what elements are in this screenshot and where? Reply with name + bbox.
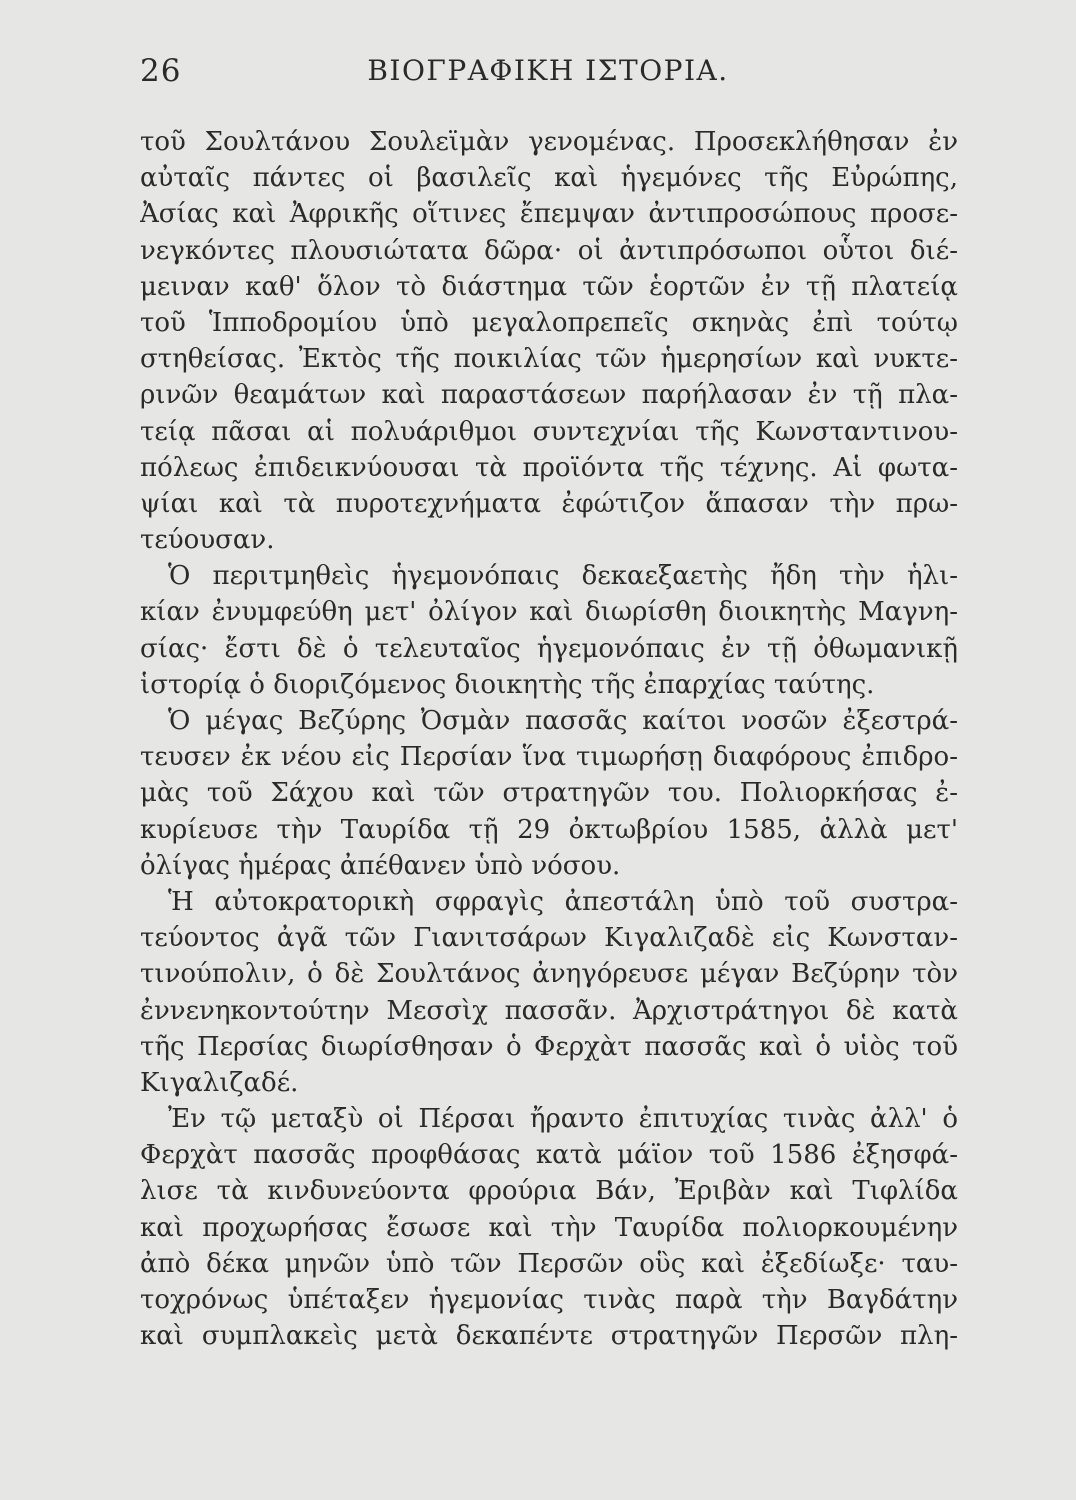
text-line: καὶ συμπλακεὶς μετὰ δεκαπέντε στρατηγῶν Περσῶν πλη- <box>140 1321 958 1352</box>
text-line: πόλεως ἐπιδεικνύουσαι τὰ προϊόντα τῆς τέχνης. Αἱ φωτα- <box>140 452 958 483</box>
text-line: Ἀσίας καὶ Ἀφρικῆς οἵτινες ἔπεμψαν ἀντιπροσώπους προσε- <box>140 199 958 230</box>
page-number: 26 <box>140 53 182 89</box>
text-line: σίας· ἔστι δὲ ὁ τελευταῖος ἡγεμονόπαις ἐν τῇ ὀθωμανικῇ <box>140 633 958 664</box>
text-line: τοχρόνως ὑπέταξεν ἡγεμονίας τινὰς παρὰ τὴν Βαγδάτην <box>140 1285 958 1315</box>
text-line: αὐταῖς πάντες οἱ βασιλεῖς καὶ ἡγεμόνες τῆς Εὐρώπης, <box>140 163 958 194</box>
text-line: τευσεν ἐκ νέου εἰς Περσίαν ἵνα τιμωρήσῃ διαφόρους ἐπιδρο- <box>140 742 958 773</box>
text-line: τοῦ Ἱπποδρομίου ὑπὸ μεγαλοπρεπεῖς σκηνὰς ἐπὶ τούτῳ <box>140 307 958 338</box>
text-line: λισε τὰ κινδυνεύοντα φρούρια Βάν, Ἐριβὰν καὶ Τιφλίδα <box>140 1176 958 1207</box>
text-line: κίαν ἐνυμφεύθη μετ' ὀλίγον καὶ διωρίσθη διοικητὴς Μαγνη- <box>140 597 958 628</box>
text-line: νεγκόντες πλουσιώτατα δῶρα· οἱ ἀντιπρόσωποι οὗτοι διέ- <box>140 235 958 266</box>
text-line: ψίαι καὶ τὰ πυροτεχνήματα ἐφώτιζον ἅπασαν τὴν πρω- <box>140 488 958 519</box>
text-line: μειναν καθ' ὅλον τὸ διάστημα τῶν ἑορτῶν ἐν τῇ πλατείᾳ <box>140 271 958 302</box>
text-line: ἐννενηκοντούτην Μεσσὶχ πασσᾶν. Ἀρχιστράτηγοι δὲ κατὰ <box>140 995 958 1026</box>
running-header <box>140 46 956 96</box>
text-line: τοῦ Σουλτάνου Σουλεϊμὰν γενομένας. Προσεκλήθησαν ἐν <box>140 127 958 157</box>
text-line: τινούπολιν, ὁ δὲ Σουλτάνος ἀνηγόρευσε μέγαν Βεζύρην τὸν <box>140 959 958 990</box>
paragraph-start-line: Ὁ περιτμηθεὶς ἡγεμονόπαις δεκαεξαετὴς ἤδη τὴν ἡλι- <box>168 561 958 592</box>
text-line: ὀλίγας ἡμέρας ἀπέθανεν ὑπὸ νόσου. <box>140 850 621 881</box>
text-line: στηθείσας. Ἐκτὸς τῆς ποικιλίας τῶν ἡμερησίων καὶ νυκτε- <box>140 344 958 375</box>
paragraph-start-line: Ἡ αὐτοκρατορικὴ σφραγὶς ἀπεστάλη ὑπὸ τοῦ συστρα- <box>168 886 958 917</box>
text-line: τεύουσαν. <box>140 525 275 556</box>
text-line: καὶ προχωρήσας ἔσωσε καὶ τὴν Ταυρίδα πολιορκουμένην <box>140 1212 958 1243</box>
paragraph-start-line: Ἐν τῷ μεταξὺ οἱ Πέρσαι ἤραντο ἐπιτυχίας τινὰς ἀλλ' ὁ <box>168 1104 958 1135</box>
text-line: ρινῶν θεαμάτων καὶ παραστάσεων παρήλασαν ἐν τῇ πλα- <box>140 380 958 411</box>
text-line: Κιγαλιζαδέ. <box>140 1067 299 1098</box>
running-title: ΒΙΟΓΡΑΦΙΚΗ ΙΣΤΟΡΙΑ. <box>367 54 729 87</box>
text-line: τεύοντος ἀγᾶ τῶν Γιανιτσάρων Κιγαλιζαδὲ εἰς Κωνσταν- <box>140 923 958 954</box>
text-line: Φερχὰτ πασσᾶς προφθάσας κατὰ μάϊον τοῦ 1586 ἐξησφά- <box>140 1140 958 1171</box>
paragraph-start-line: Ὁ μέγας Βεζύρης Ὀσμὰν πασσᾶς καίτοι νοσῶν ἐξεστρά- <box>168 706 958 736</box>
text-line: κυρίευσε τὴν Ταυρίδα τῇ 29 ὀκτωβρίου 1585, ἀλλὰ μετ' <box>140 814 958 845</box>
text-line: ἀπὸ δέκα μηνῶν ὑπὸ τῶν Περσῶν οὓς καὶ ἐξεδίωξε· ταυ- <box>140 1248 958 1279</box>
text-line: μὰς τοῦ Σάχου καὶ τῶν στρατηγῶν του. Πολιορκήσας ἐ- <box>140 778 958 809</box>
body-text <box>140 124 958 1354</box>
text-line: τῆς Περσίας διωρίσθησαν ὁ Φερχὰτ πασσᾶς καὶ ὁ υἱὸς τοῦ <box>140 1031 958 1062</box>
text-line: ἱστορίᾳ ὁ διοριζόμενος διοικητὴς τῆς ἐπαρχίας ταύτης. <box>140 669 875 700</box>
text-line: τείᾳ πᾶσαι αἱ πολυάριθμοι συντεχνίαι τῆς Κωνσταντινου- <box>140 416 958 447</box>
